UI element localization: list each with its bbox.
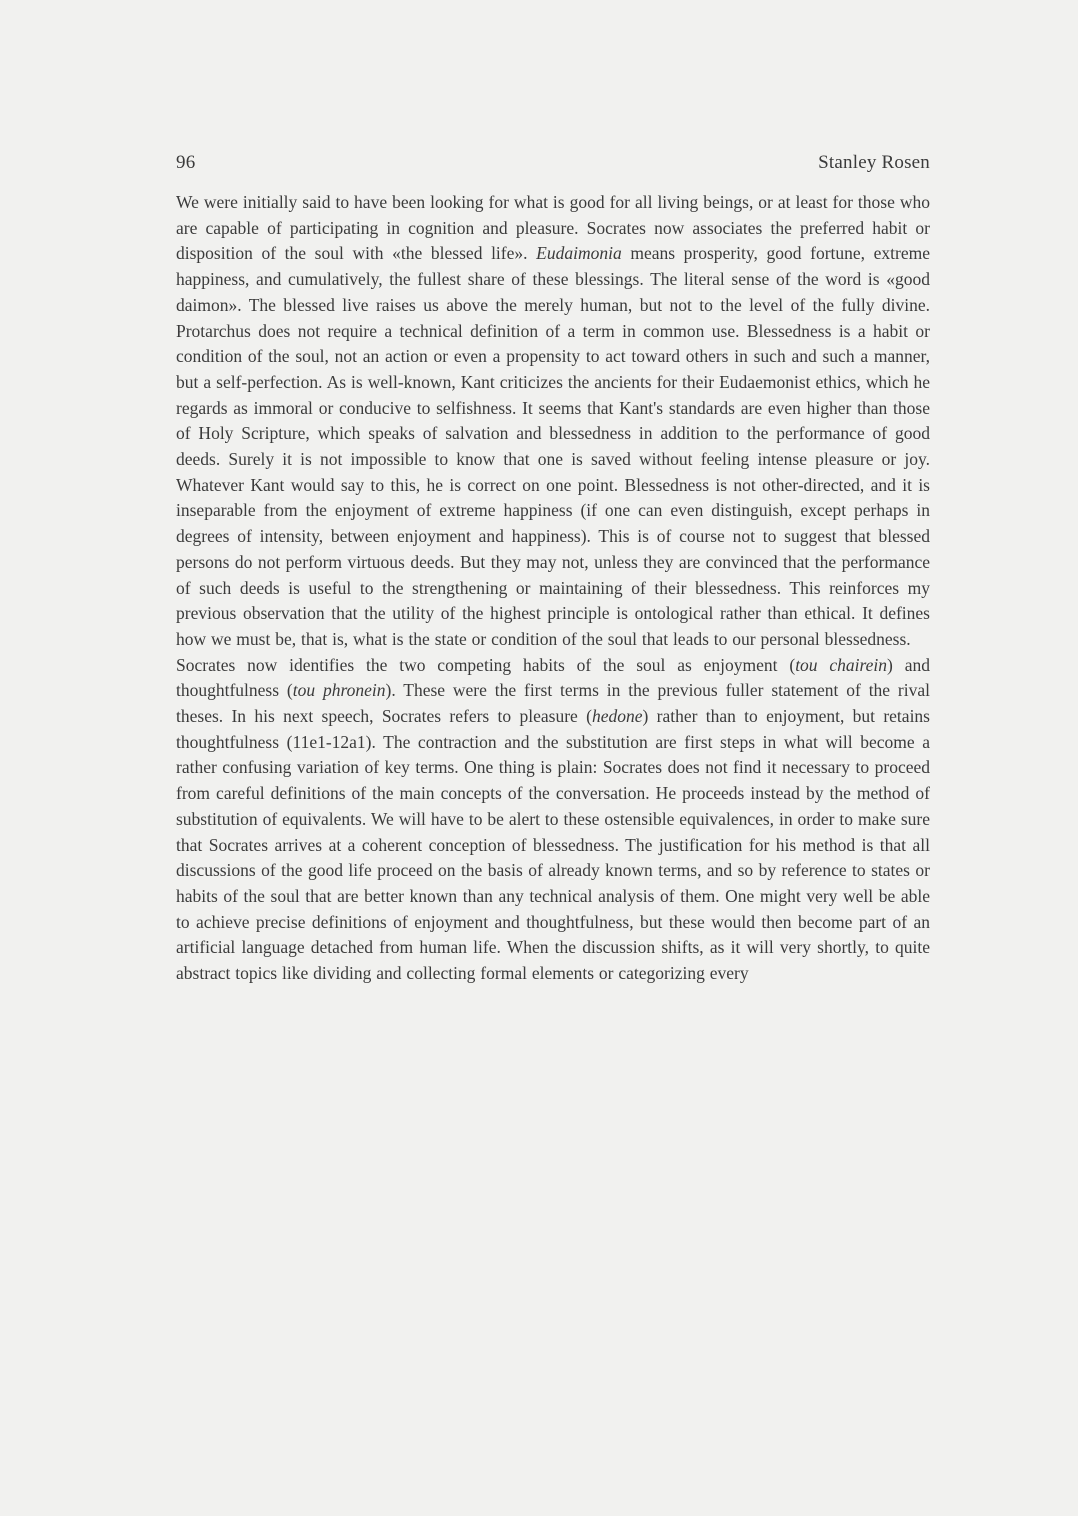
page-number: 96 — [176, 152, 196, 173]
italic-term: tou chairein — [795, 654, 888, 675]
paragraph-text: We were initially said to have been looking for what is good for all living beings, or at least for those who are capable of participating in cognition and pleasure. Socrates now associates the preferred habit or disposition of the soul with «the blessed life». — [176, 192, 930, 264]
paragraph-text: ) and thoughtfulness ( — [176, 654, 930, 701]
running-title: Stanley Rosen — [818, 152, 930, 173]
italic-term: hedone — [591, 706, 643, 727]
paragraph-text: ) rather than to enjoyment, but retains thoughtfulness (11e1-12a1). The contraction and the substitution are first steps in what will become a rather confusing variation of key terms. One thing is plain: Socrates does not find it necessary to proceed from careful definitions of the main concepts of the conversation. He proceeds instead by the method of substitution of equivalents. We will have to be alert to these ostensible equivalences, in order to make sure that Socrates arrives at a coherent conception of blessedness. The justification for his method is that all discussions of the good life proceed on the basis of already known terms, and so by reference to states or habits of the soul that are better known than any technical analysis of them. One might very well be able to achieve precise definitions of enjoyment and thoughtfulness, but these would then become part of an artificial language detached from human life. When the discussion shifts, as it will very shortly, to quite abstract topics like dividing and collecting formal elements or categorizing every — [176, 706, 930, 984]
running-head — [176, 150, 930, 176]
book-page — [176, 150, 930, 987]
paragraph-text: means prosperity, good fortune, extreme happiness, and cumulatively, the fullest share of these blessings. The literal sense of the word is «good daimon». The blessed live raises us above the merely human, but not to the level of the fully divine. Protarchus does not require a technical definition of a term in common use. Blessedness is a habit or condition of the soul, not an action or even a propensity to act toward others in such and such a manner, but a self-perfection. As is well-known, Kant criticizes the ancients for their Eudaemonist ethics, which he regards as immoral or conducive to selfishness. It seems that Kant's standards are even higher than those of Holy Scripture, which speaks of salvation and blessedness in addition to the performance of good deeds. Surely it is not impossible to know that one is saved without feeling intense pleasure or joy. Whatever Kant would say to this, he is correct on one point. Blessedness is not other-directed, and it is inseparable from the enjoyment of extreme happiness (if one can even distinguish, except perhaps in degrees of intensity, between enjoyment and happiness). This is of course not to suggest that blessed persons do not perform virtuous deeds. But they may not, unless they are convinced that the performance of such deeds is useful to the strengthening or maintaining of their blessedness. This reinforces my previous observation that the utility of the highest principle is ontological rather than ethical. It defines how we must be, that is, what is the state or condition of the soul that leads to our personal blessedness. — [176, 243, 931, 649]
italic-term: tou phronein — [292, 680, 386, 701]
paragraph — [176, 653, 930, 987]
paragraph-text: ). These were the first terms in the previous fuller statement of the rival theses. In his next speech, Socrates refers to pleasure ( — [176, 680, 930, 727]
paragraph-text: Socrates now identifies the two competing habits of the soul as enjoyment ( — [176, 654, 796, 675]
body-text — [176, 190, 930, 987]
paragraph — [176, 190, 930, 653]
italic-term: Eudaimonia — [536, 243, 622, 264]
